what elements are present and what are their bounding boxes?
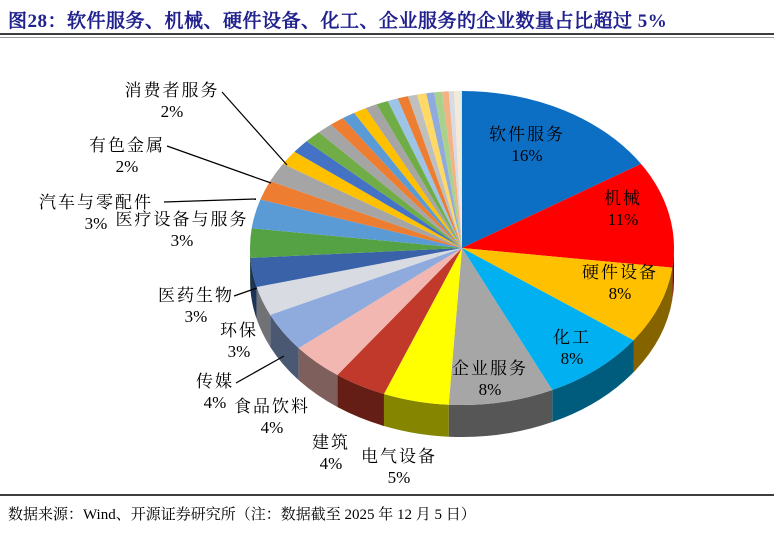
slice-label: 企业服务 8% <box>452 359 528 399</box>
leader-line <box>222 92 287 165</box>
slice-label: 传媒 4% <box>196 372 234 412</box>
footer-divider <box>0 494 774 496</box>
slice-label: 化工 8% <box>553 328 591 368</box>
slice-label: 建筑 4% <box>312 433 350 473</box>
leader-line <box>167 146 271 183</box>
slice-label: 医疗设备与服务 3% <box>115 210 249 250</box>
slice-label: 食品饮料 4% <box>234 397 310 437</box>
slice-label: 电气设备 5% <box>361 447 437 487</box>
source-note: 数据来源：Wind、开源证券研究所（注：数据截至 2025 年 12 月 5 日） <box>8 507 476 523</box>
slice-label: 有色金属 2% <box>89 136 165 176</box>
slice-label: 环保 3% <box>220 321 258 361</box>
slice-label: 汽车与零配件 3% <box>39 193 153 233</box>
slice-label: 医药生物 3% <box>158 286 234 326</box>
slice-label: 机械 11% <box>604 189 642 229</box>
slice-label: 软件服务 16% <box>489 125 565 165</box>
slice-label: 消费者服务 2% <box>124 81 220 121</box>
figure-title: 图28：软件服务、机械、硬件设备、化工、企业服务的企业数量占比超过 5% <box>8 11 668 32</box>
leader-line <box>164 199 256 202</box>
slice-label: 硬件设备 8% <box>582 263 658 303</box>
